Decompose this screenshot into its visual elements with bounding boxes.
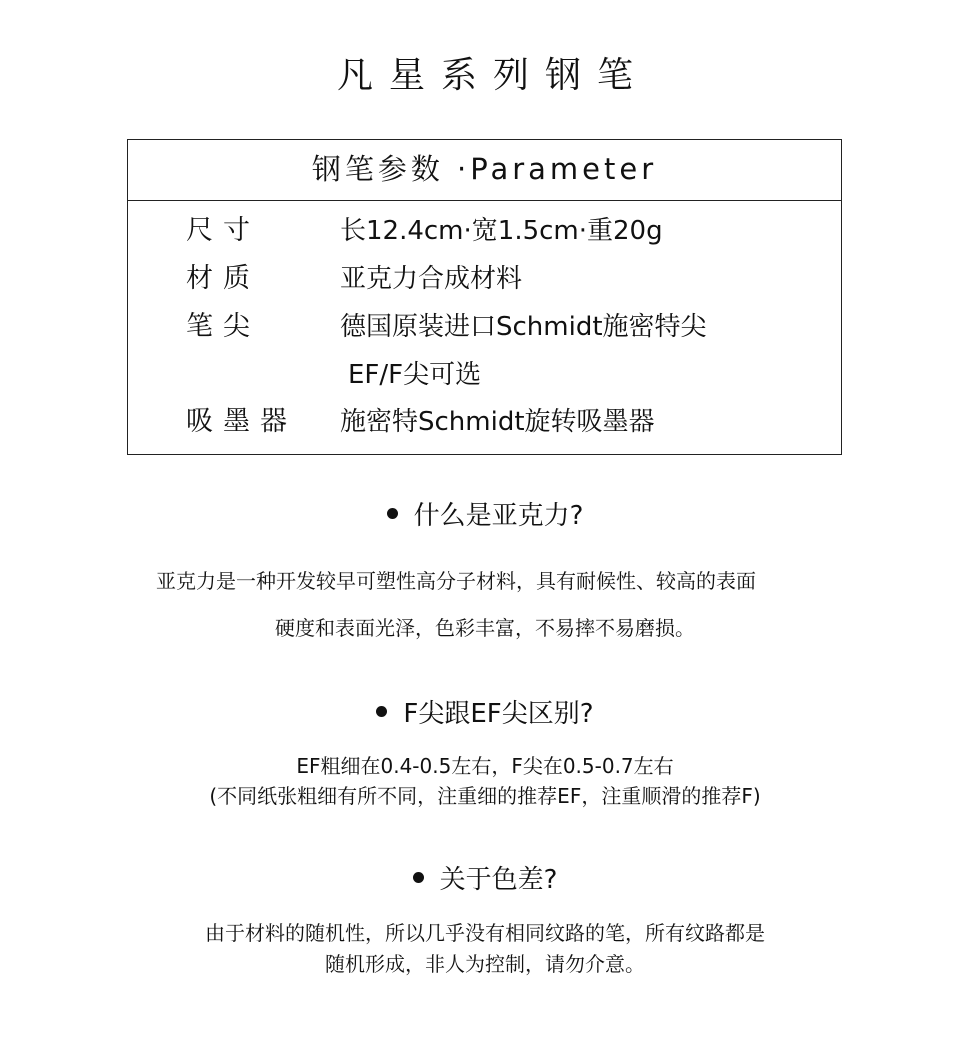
bullet-icon	[376, 706, 387, 717]
section-acrylic-line-1: 亚克力是一种开发较早可塑性高分子材料，具有耐候性、较高的表面	[156, 569, 756, 593]
section-heading-text: 什么是亚克力?	[413, 501, 584, 531]
param-value-nib: 德国原装进口Schmidt施密特尖	[340, 312, 707, 342]
section-acrylic-line-2: 硬度和表面光泽，色彩丰富，不易摔不易磨损。	[275, 616, 695, 640]
bullet-icon	[387, 508, 398, 519]
param-label-material: 材质	[186, 263, 260, 294]
section-color-line-1: 由于材料的随机性，所以几乎没有相同纹路的笔，所有纹路都是	[205, 921, 765, 945]
param-value-size: 长12.4cm·宽1.5cm·重20g	[340, 216, 663, 246]
param-value-material: 亚克力合成材料	[340, 264, 523, 294]
bullet-icon	[413, 872, 424, 883]
section-heading-text: F尖跟EF尖区别?	[403, 699, 594, 729]
section-heading-text: 关于色差?	[439, 865, 558, 895]
parameter-table	[127, 139, 842, 455]
section-nib-line-2: (不同纸张粗细有所不同，注重细的推荐EF，注重顺滑的推荐F)	[209, 784, 761, 808]
page-title: 凡星系列钢笔	[336, 55, 649, 96]
param-value-nib-options: EF/F尖可选	[348, 360, 482, 390]
section-heading-nib-difference	[0, 696, 970, 732]
param-label-nib: 笔尖	[186, 311, 260, 342]
param-value-converter: 施密特Schmidt旋转吸墨器	[340, 407, 655, 437]
parameter-table-header: 钢笔参数 ·Parameter	[128, 140, 841, 201]
section-heading-acrylic	[0, 498, 970, 534]
section-nib-line-1: EF粗细在0.4-0.5左右，F尖在0.5-0.7左右	[296, 754, 674, 778]
param-label-converter: 吸墨器	[186, 406, 297, 437]
section-heading-color-difference	[0, 862, 970, 898]
param-label-size: 尺寸	[186, 215, 260, 246]
section-color-line-2: 随机形成，非人为控制，请勿介意。	[325, 952, 645, 976]
